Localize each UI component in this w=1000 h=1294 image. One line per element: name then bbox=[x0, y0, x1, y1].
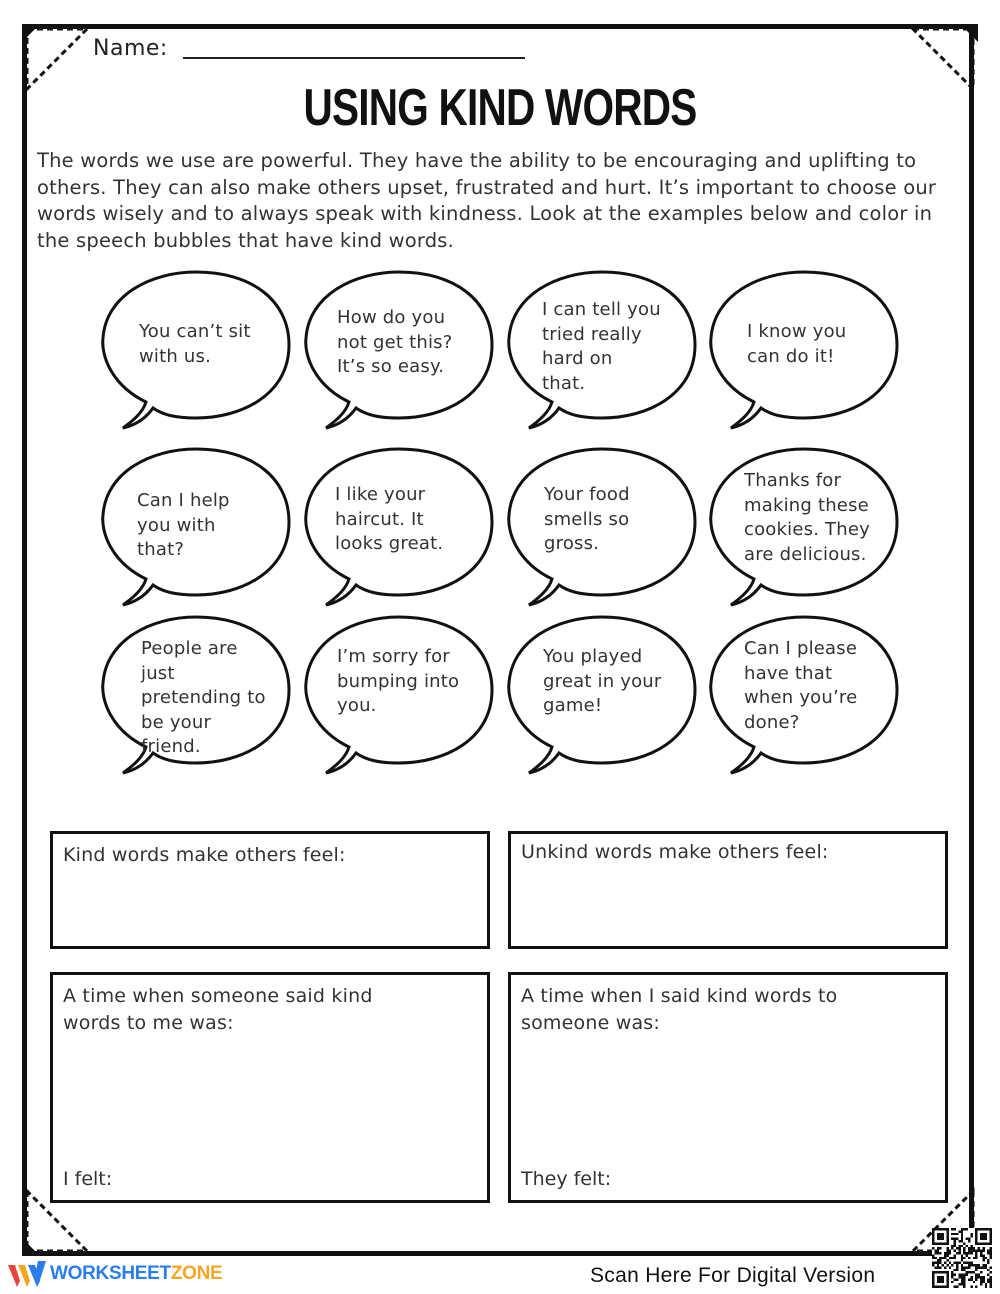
speech-bubble[interactable] bbox=[304, 270, 504, 420]
name-field[interactable] bbox=[183, 57, 525, 59]
someone-said-kind-label: A time when someone said kind words to me was: bbox=[63, 985, 373, 1034]
page-title: USING KIND WORDS bbox=[303, 79, 697, 137]
speech-bubble-text: Your food smells so gross. bbox=[544, 484, 630, 554]
name-row bbox=[93, 36, 525, 61]
worksheetzone-logo[interactable] bbox=[8, 1259, 222, 1289]
worksheetzone-logo-icon bbox=[8, 1261, 46, 1287]
kind-words-feel-label: Kind words make others feel: bbox=[63, 844, 346, 866]
unkind-words-feel-box[interactable] bbox=[508, 831, 948, 949]
i-said-kind-label: A time when I said kind words to someone was: bbox=[521, 985, 838, 1034]
qr-code-icon[interactable] bbox=[932, 1228, 992, 1288]
speech-bubble-text: Can I please have that when you’re done? bbox=[744, 638, 858, 733]
speech-bubble[interactable] bbox=[709, 270, 909, 420]
speech-bubble[interactable] bbox=[709, 615, 909, 765]
speech-bubble-text: I like your haircut. It looks great. bbox=[335, 484, 444, 554]
i-said-kind-box[interactable] bbox=[508, 972, 948, 1203]
corner-decoration-top-right bbox=[908, 24, 978, 94]
speech-bubble[interactable] bbox=[101, 270, 301, 420]
speech-bubble[interactable] bbox=[507, 270, 707, 420]
speech-bubble-text: How do you not get this? It’s so easy. bbox=[337, 307, 453, 377]
kind-words-feel-box[interactable] bbox=[50, 831, 490, 949]
intro-paragraph: The words we use are powerful. They have the ability to be encouraging and uplifting to others. They can also make others upset, frustrated and hurt. It’s important to choose our words wisely and to always speak with kindness. Look at the examples below and color in the speech bubbles that have kind words. bbox=[37, 149, 937, 252]
speech-bubble[interactable] bbox=[507, 615, 707, 765]
speech-bubble[interactable] bbox=[101, 447, 301, 597]
logo-wordmark-accent: ZONE bbox=[170, 1263, 223, 1284]
speech-bubble[interactable] bbox=[507, 447, 707, 597]
speech-bubble-text: You played great in your game! bbox=[543, 646, 662, 716]
logo-wordmark-main: WORKSHEET bbox=[50, 1263, 171, 1284]
unkind-words-feel-label: Unkind words make others feel: bbox=[521, 841, 829, 863]
speech-bubble-text: Thanks for making these cookies. They are delicious. bbox=[744, 470, 870, 565]
i-felt-label: I felt: bbox=[63, 1168, 113, 1190]
speech-bubble[interactable] bbox=[101, 615, 301, 765]
speech-bubble[interactable] bbox=[304, 615, 504, 765]
scan-caption: Scan Here For Digital Version bbox=[590, 1264, 876, 1287]
speech-bubble-text: People are just pretending to be your friend. bbox=[141, 638, 266, 757]
speech-bubble-text: I can tell you tried really hard on that. bbox=[542, 299, 661, 394]
they-felt-label: They felt: bbox=[521, 1168, 612, 1190]
speech-bubble-text: Can I help you with that? bbox=[137, 490, 230, 560]
speech-bubble[interactable] bbox=[709, 447, 909, 597]
speech-bubble[interactable] bbox=[304, 447, 504, 597]
name-label: Name: bbox=[93, 36, 168, 61]
someone-said-kind-box[interactable] bbox=[50, 972, 490, 1203]
speech-bubble-text: I’m sorry for bumping into you. bbox=[337, 646, 460, 716]
speech-bubble-text: You can’t sit with us. bbox=[139, 321, 251, 367]
logo-wordmark bbox=[50, 1263, 222, 1285]
speech-bubble-text: I know you can do it! bbox=[747, 321, 847, 367]
corner-decoration-top-left bbox=[22, 24, 92, 94]
